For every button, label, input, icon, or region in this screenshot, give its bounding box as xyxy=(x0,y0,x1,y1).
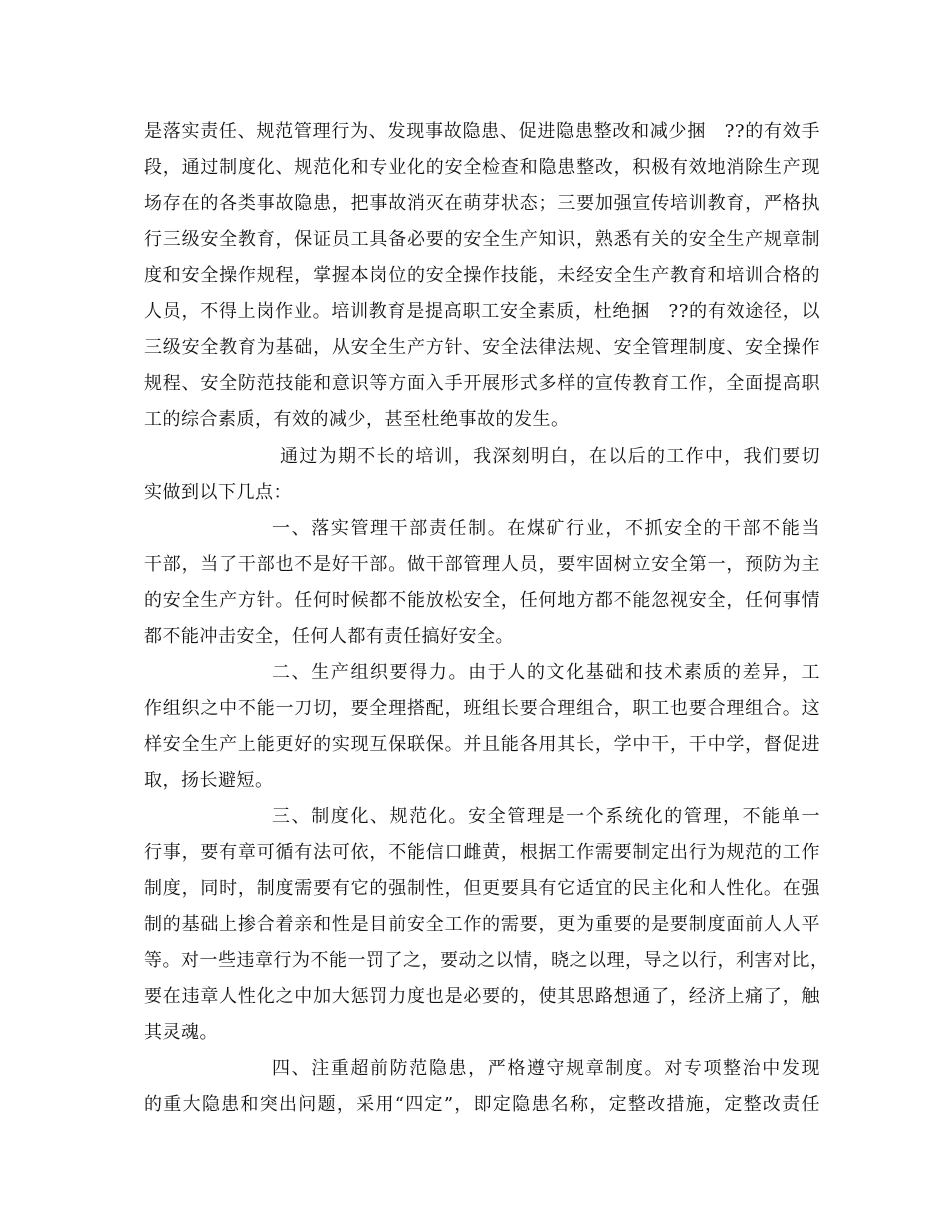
text-line: 是落实责任、规范管理行为、发现事故隐患、促进隐患整改和减少捆 ??的有效手 xyxy=(144,121,820,142)
text-line: 的重大隐患和突出问题，采用“四定”，即定隐患名称，定整改措施，定整改责任 xyxy=(144,1094,820,1115)
text-line: 样安全生产上能更好的实现互保联保。并且能各用其长，学中干，干中学，督促进 xyxy=(144,734,820,755)
text-line: 取，扬长避短。 xyxy=(144,770,274,791)
text-line: 作组织之中不能一刀切，要全理搭配，班组长要合理组合，职工也要合理组合。这 xyxy=(144,698,820,719)
text-line: 工的综合素质，有效的减少，甚至杜绝事故的发生。 xyxy=(144,409,570,430)
paragraph-first-line: 通过为期不长的培训，我深刻明白，在以后的工作中，我们要切 xyxy=(280,446,820,467)
text-line: 度和安全操作规程，掌握本岗位的安全操作技能，未经安全生产教育和培训合格的 xyxy=(144,265,820,286)
text-line: 规程、安全防范技能和意识等方面入手开展形式多样的宣传教育工作，全面提高职 xyxy=(144,373,820,394)
text-line: 要在违章人性化之中加大惩罚力度也是必要的，使其思路想通了，经济上痛了，触 xyxy=(144,986,820,1007)
text-line: 干部，当了干部也不是好干部。做干部管理人员，要牢固树立安全第一，预防为主 xyxy=(144,554,820,575)
paragraph-first-line: 二、生产组织要得力。由于人的文化基础和技术素质的差异，工 xyxy=(272,662,820,683)
text-line: 制的基础上掺合着亲和性是目前安全工作的需要，更为重要的是要制度面前人人平 xyxy=(144,914,820,935)
text-line: 的安全生产方针。任何时候都不能放松安全，任何地方都不能忽视安全，任何事情 xyxy=(144,590,820,611)
paragraph-first-line: 四、注重超前防范隐患，严格遵守规章制度。对专项整治中发现 xyxy=(272,1058,820,1079)
text-line: 等。对一些违章行为不能一罚了之，要动之以情，晓之以理，导之以行，利害对比， xyxy=(144,950,829,971)
text-line: 实做到以下几点： xyxy=(144,482,292,503)
text-line: 行三级安全教育，保证员工具备必要的安全生产知识，熟悉有关的安全生产规章制 xyxy=(144,229,820,250)
text-line: 行事，要有章可循有法可依，不能信口雌黄，根据工作需要制定出行为规范的工作 xyxy=(144,842,820,863)
text-line: 三级安全教育为基础，从安全生产方针、安全法律法规、安全管理制度、安全操作 xyxy=(144,337,820,358)
text-line: 场存在的各类事故隐患，把事故消灭在萌芽状态；三要加强宣传培训教育，严格执 xyxy=(144,193,820,214)
text-line: 其灵魂。 xyxy=(144,1022,218,1043)
paragraph-first-line: 一、落实管理干部责任制。在煤矿行业，不抓安全的干部不能当 xyxy=(272,518,820,539)
paragraph-first-line: 三、制度化、规范化。安全管理是一个系统化的管理，不能单一 xyxy=(272,806,820,827)
text-line: 制度，同时，制度需要有它的强制性，但更要具有它适宜的民主化和人性化。在强 xyxy=(144,878,820,899)
text-line: 段，通过制度化、规范化和专业化的安全检查和隐患整改，积极有效地消除生产现 xyxy=(144,157,820,178)
text-line: 人员，不得上岗作业。培训教育是提高职工安全素质，杜绝捆 ??的有效途径，以 xyxy=(144,301,820,322)
text-line: 都不能冲击安全，任何人都有责任搞好安全。 xyxy=(144,626,514,647)
